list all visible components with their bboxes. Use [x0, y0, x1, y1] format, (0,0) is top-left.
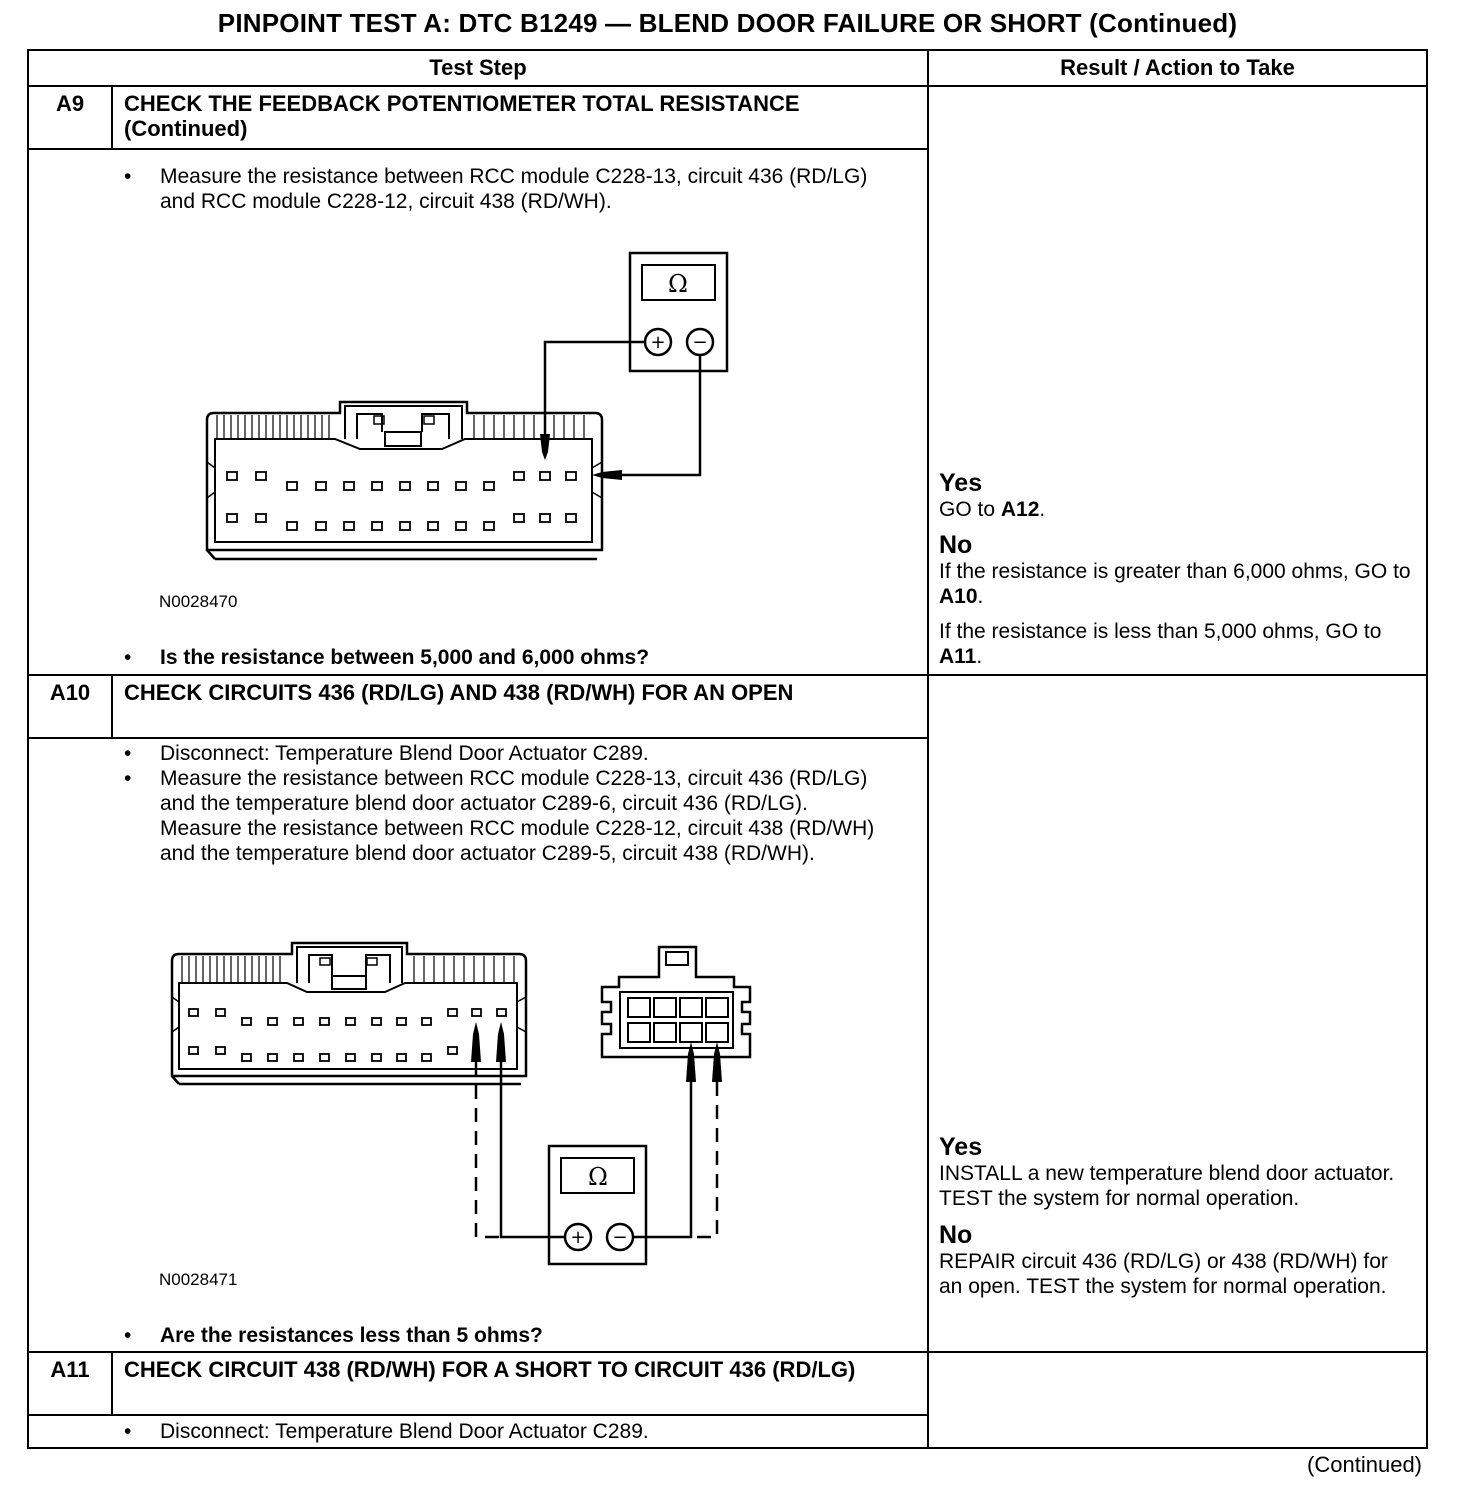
- header-result: Result / Action to Take: [1060, 55, 1295, 80]
- pinpoint-test-table: [27, 49, 1428, 1449]
- bullet: •: [124, 1324, 132, 1347]
- a9-figure-id: N0028470: [159, 592, 238, 611]
- a9-yes-label: Yes: [939, 469, 983, 497]
- step-id-divider: [111, 1352, 113, 1416]
- step-id-a11: A11: [50, 1357, 90, 1382]
- row-divider: [29, 1414, 927, 1416]
- a11-instruction-text: Disconnect: Temperature Blend Door Actuator C289.: [160, 1420, 649, 1443]
- page-title: PINPOINT TEST A: DTC B1249 — BLEND DOOR FAILURE OR SHORT (Continued): [217, 8, 1238, 38]
- probe-icon: [496, 1022, 506, 1062]
- a10-instruction-2-text: Measure the resistance between RCC module C228-13, circuit 436 (RD/LG) and the temperature blend door actuator C289-6, circuit 436 (RD/LG). Measure the resistance between RCC module C228-12, circuit 438 (RD/WH) and the temperature blend door actuator C289-5, circuit 438 (RD/WH).: [160, 767, 875, 865]
- step-id-a9: A9: [55, 91, 85, 116]
- probe-icon: [471, 1022, 481, 1062]
- a10-question-text: Are the resistances less than 5 ohms?: [160, 1324, 543, 1347]
- bullet: •: [124, 1420, 132, 1443]
- a10-yes-text: INSTALL a new temperature blend door actuator. TEST the system for normal operation.: [939, 1162, 1395, 1210]
- ohm-symbol: Ω: [588, 1163, 608, 1191]
- a10-no-text: REPAIR circuit 436 (RD/LG) or 438 (RD/WH) for an open. TEST the system for normal operation.: [939, 1250, 1388, 1298]
- a9-result: [939, 469, 1419, 669]
- continued-note: (Continued): [1307, 1452, 1422, 1477]
- a10-no-label: No: [939, 1221, 973, 1249]
- jumper-lead-dashed: [691, 1082, 717, 1237]
- minus-sign: −: [692, 332, 708, 353]
- a9-yes-text: GO to A12.: [939, 498, 1046, 521]
- plus-lead: [501, 1062, 565, 1237]
- bullet: •: [124, 742, 132, 765]
- step-title-a9: CHECK THE FEEDBACK POTENTIOMETER TOTAL RESISTANCE (Continued): [124, 91, 800, 141]
- plus-sign: +: [650, 332, 666, 353]
- step-id-a10: A10: [49, 680, 91, 705]
- step-title-a11: CHECK CIRCUIT 438 (RD/WH) FOR A SHORT TO CIRCUIT 436 (RD/LG): [124, 1357, 856, 1382]
- a9-no-link-a10[interactable]: A10: [939, 585, 978, 608]
- a10-yes-label: Yes: [939, 1133, 983, 1161]
- plus-sign: +: [570, 1227, 586, 1248]
- step-title-a10: CHECK CIRCUITS 436 (RD/LG) AND 438 (RD/WH) FOR AN OPEN: [124, 680, 794, 705]
- a10-wiring-diagram: [29, 51, 927, 1351]
- column-divider: [927, 51, 929, 1449]
- a9-instruction-text: Measure the resistance between RCC module C228-13, circuit 436 (RD/LG) and RCC module C228-12, circuit 438 (RD/WH).: [160, 165, 868, 213]
- minus-lead: [633, 1082, 691, 1237]
- a9-question-text: Is the resistance between 5,000 and 6,000 ohms?: [160, 646, 650, 669]
- a9-no-text-1: If the resistance is greater than 6,000 ohms, GO to A10.: [939, 560, 1411, 608]
- a9-no-link-a11[interactable]: A11: [939, 645, 977, 668]
- minus-sign: −: [612, 1227, 628, 1248]
- jumper-lead-dashed: [476, 1062, 501, 1237]
- bullet: •: [124, 767, 132, 790]
- a10-result: [939, 1133, 1419, 1299]
- ohm-symbol: Ω: [668, 270, 688, 298]
- row-divider: [29, 1351, 1426, 1353]
- a9-no-text-2: If the resistance is less than 5,000 ohms, GO to A11.: [939, 620, 1382, 668]
- bullet: •: [124, 165, 132, 188]
- a10-instruction-1-text: Disconnect: Temperature Blend Door Actuator C289.: [160, 742, 649, 765]
- a9-no-label: No: [939, 531, 973, 559]
- bullet: •: [124, 646, 132, 669]
- a10-figure-id: N0028471: [159, 1270, 238, 1289]
- a9-yes-link[interactable]: A12: [1000, 498, 1040, 521]
- header-test-step: Test Step: [429, 55, 527, 80]
